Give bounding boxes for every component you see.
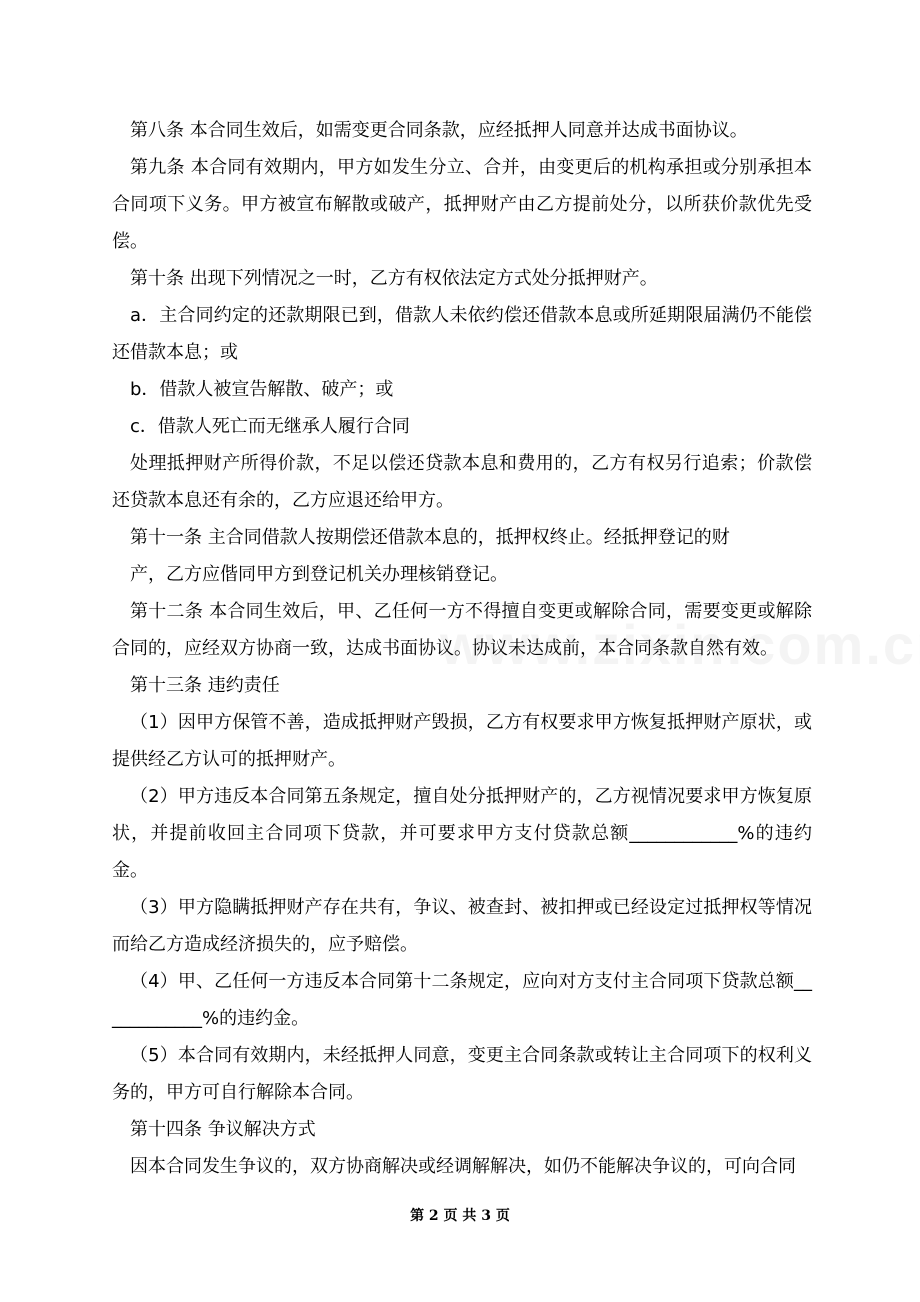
- paragraph-clause-1: （1）因甲方保管不善，造成抵押财产毁损，乙方有权要求甲方恢复抵押财产原状，或提供经乙方认可的抵押财产。: [112, 712, 812, 770]
- paragraph-item-c: c．借款人死亡而无继承人履行合同: [130, 416, 410, 437]
- paragraph-clause-2: （2）甲方违反本合同第五条规定，擅自处分抵押财产的，乙方视情况要求甲方恢复原状，并提前收回主合同项下贷款，并可要求甲方支付贷款总额____________%的违约金。: [112, 786, 812, 881]
- document-body: [112, 112, 812, 1185]
- paragraph-clause-5: （5）本合同有效期内，未经抵押人同意，变更主合同条款或转让主合同项下的权利义务的，甲方可自行解除本合同。: [112, 1045, 812, 1103]
- paragraph-article-13: 第十三条 违约责任: [130, 675, 280, 696]
- paragraph-dispute: 因本合同发生争议的，双方协商解决或经调解解决，如仍不能解决争议的，可向合同: [130, 1156, 796, 1177]
- paragraph-article-8: 第八条 本合同生效后，如需变更合同条款，应经抵押人同意并达成书面协议。: [130, 120, 748, 141]
- paragraph-clause-4: （4）甲、乙任何一方违反本合同第十二条规定，应向对方支付主合同项下贷款总额____________%的违约金。: [112, 971, 812, 1029]
- paragraph-proceeds: 处理抵押财产所得价款，不足以偿还贷款本息和费用的，乙方有权另行追索；价款偿还贷款本息还有余的，乙方应退还给甲方。: [112, 453, 812, 511]
- paragraph-article-11: 第十一条 主合同借款人按期偿还借款本息的，抵押权终止。经抵押登记的财: [130, 527, 730, 548]
- paragraph-article-9: 第九条 本合同有效期内，甲方如发生分立、合并，由变更后的机构承担或分别承担本合同项下义务。甲方被宣布解散或破产，抵押财产由乙方提前处分，以所获价款优先受偿。: [112, 157, 812, 252]
- page-footer: 第 2 页 共 3 页: [410, 1208, 510, 1224]
- paragraph-clause-3: （3）甲方隐瞒抵押财产存在共有，争议、被查封、被扣押或已经设定过抵押权等情况而给乙方造成经济损失的，应予赔偿。: [112, 897, 812, 955]
- paragraph-article-11-cont: 产，乙方应偕同甲方到登记机关办理核销登记。: [130, 564, 508, 585]
- paragraph-article-14: 第十四条 争议解决方式: [130, 1119, 316, 1140]
- paragraph-item-a: a．主合同约定的还款期限已到，借款人未依约偿还借款本息或所延期限届满仍不能偿还借款本息；或: [112, 305, 812, 363]
- paragraph-article-10: 第十条 出现下列情况之一时，乙方有权依法定方式处分抵押财产。: [130, 268, 658, 289]
- paragraph-article-12: 第十二条 本合同生效后，甲、乙任何一方不得擅自变更或解除合同，需要变更或解除合同的，应经双方协商一致，达成书面协议。协议未达成前，本合同条款自然有效。: [112, 601, 812, 659]
- paragraph-item-b: b．借款人被宣告解散、破产；或: [130, 379, 394, 400]
